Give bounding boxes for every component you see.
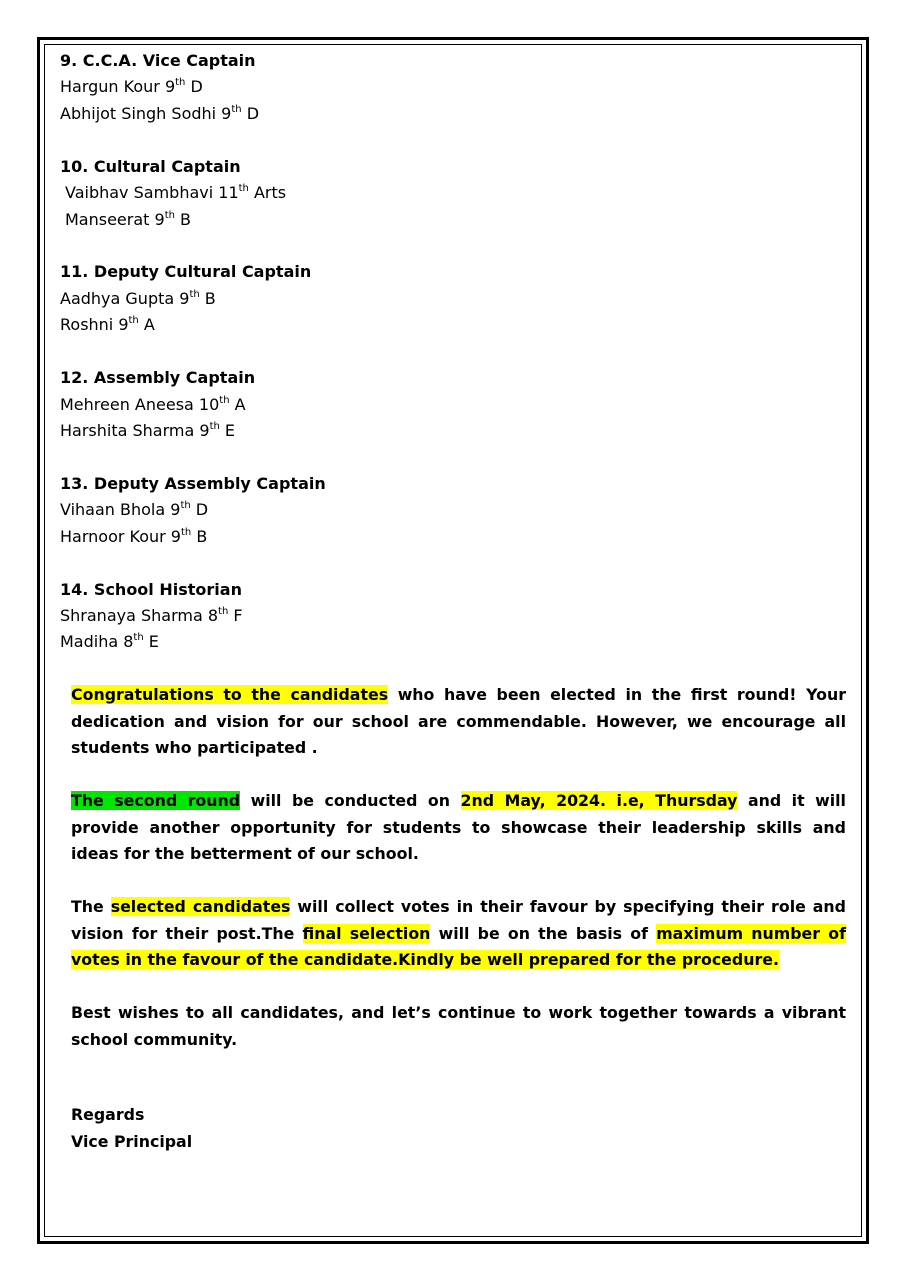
member-class: B: [191, 526, 208, 546]
member-entry: [60, 74, 840, 100]
member-class: F: [228, 606, 243, 625]
member-entry: [60, 497, 840, 523]
member-entry: [60, 312, 840, 338]
post-title: 11. Deputy Cultural Captain: [60, 262, 312, 282]
paragraph-text: who have been elected in the first round! Your dedication and vision for our school are commendable. However, we encourage all students who participated .: [71, 685, 846, 757]
highlighted-text: 2nd May, 2024. i.e, Thursday: [460, 791, 738, 810]
member-class: Arts: [248, 183, 287, 203]
highlighted-text: The second round: [71, 791, 241, 810]
ordinal-suffix: th: [164, 209, 175, 221]
captain-list: [60, 48, 840, 682]
post-section: [60, 259, 840, 338]
paragraph-text: will collect votes in their favour by specifying their role and vision for their post.The: [71, 897, 846, 943]
announcement-paragraph: [71, 788, 846, 868]
post-section: [60, 471, 840, 550]
member-entry: [60, 101, 840, 127]
member-name: Vihaan Bhola 9: [60, 500, 181, 520]
member-name: Hargun Kour 9: [60, 77, 176, 97]
post-section: [60, 154, 840, 233]
paragraph-text: and it will provide another opportunity for students to showcase their leadership skills and ideas for the betterment of our school.: [71, 791, 846, 863]
member-entry: [60, 392, 840, 418]
ordinal-suffix: th: [180, 526, 192, 538]
member-entry: [60, 207, 840, 233]
member-entry: [60, 629, 840, 655]
member-name: Aadhya Gupta 9: [60, 288, 190, 308]
ordinal-suffix: th: [175, 77, 186, 89]
post-title: 9. C.C.A. Vice Captain: [60, 51, 256, 70]
announcement-paragraph: [71, 894, 846, 974]
member-name: Vaibhav Sambhavi 11: [65, 183, 239, 203]
member-entry: [60, 418, 840, 444]
member-name: Roshni 9: [60, 315, 129, 335]
member-name: Manseerat 9: [65, 209, 165, 229]
member-name: Shranaya Sharma 8: [60, 606, 219, 625]
ordinal-suffix: th: [238, 183, 249, 195]
member-class: D: [241, 103, 260, 123]
paragraph-text: The: [71, 897, 111, 916]
member-class: A: [229, 394, 246, 414]
highlighted-text: Congratulations to the candidates: [71, 685, 389, 704]
post-title: 12. Assembly Captain: [60, 368, 256, 388]
ordinal-suffix: th: [128, 315, 139, 327]
ordinal-suffix: th: [219, 394, 230, 406]
signature-block: [71, 1102, 192, 1155]
regards-text: Regards: [71, 1105, 145, 1124]
member-name: Abhijot Singh Sodhi 9: [60, 103, 232, 123]
announcement-paragraph: [71, 1000, 846, 1053]
post-title: 10. Cultural Captain: [60, 156, 241, 176]
ordinal-suffix: th: [180, 500, 191, 512]
ordinal-suffix: th: [133, 632, 144, 644]
announcement-paragraph: [71, 682, 846, 762]
post-section: [60, 365, 840, 444]
highlighted-text: selected candidates: [110, 897, 291, 916]
member-entry: [60, 286, 840, 312]
member-class: E: [219, 420, 236, 440]
member-name: Madiha 8: [60, 632, 134, 652]
post-section: [60, 48, 840, 127]
member-name: Harshita Sharma 9: [60, 420, 210, 440]
post-section: [60, 577, 840, 656]
post-title: 14. School Historian: [60, 579, 242, 599]
paragraph-text: will be conducted on: [240, 791, 461, 810]
highlighted-text: maximum number of votes in the favour of the candidate.Kindly be well prepared for the procedure.: [71, 923, 846, 969]
member-class: B: [199, 288, 216, 308]
member-class: D: [190, 500, 209, 520]
member-name: Mehreen Aneesa 10: [60, 394, 220, 414]
member-entry: [60, 180, 840, 206]
member-class: E: [143, 632, 159, 652]
member-class: B: [174, 209, 192, 229]
paragraph-text: Best wishes to all candidates, and let’s continue to work together towards a vibrant school community.: [71, 1003, 846, 1049]
ordinal-suffix: th: [218, 606, 229, 617]
member-name: Harnoor Kour 9: [60, 526, 181, 546]
member-entry: [60, 603, 840, 629]
member-class: D: [185, 77, 203, 97]
ordinal-suffix: th: [189, 288, 200, 300]
post-title: 13. Deputy Assembly Captain: [60, 473, 326, 493]
paragraph-text: will be on the basis of: [430, 923, 657, 943]
designation-text: Vice Principal: [71, 1131, 193, 1151]
member-entry: [60, 524, 840, 550]
announcement-body: [71, 682, 846, 1080]
ordinal-suffix: th: [231, 103, 242, 115]
ordinal-suffix: th: [209, 420, 220, 432]
highlighted-text: final selection: [302, 923, 431, 943]
member-class: A: [138, 315, 155, 335]
